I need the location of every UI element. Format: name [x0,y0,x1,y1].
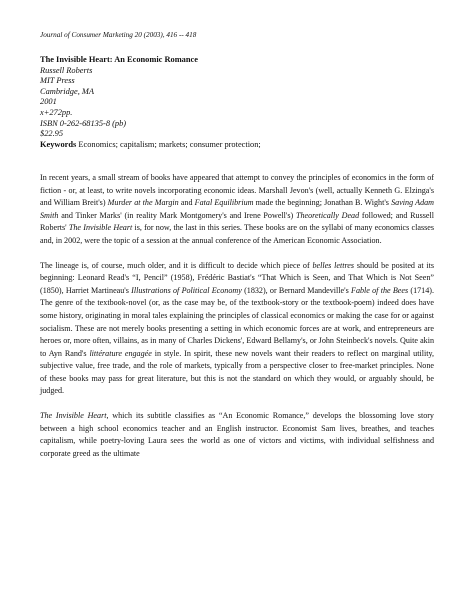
text-run: (1714). The genre of the textbook-novel (or, as the case may be, of the textbook-story or the textbook-poem) indeed does have some history, originating in moral tales explaining the principles of classical economics or making the case for or against socialism. These are not merely books presenting a setting in which economic forces are at work, and entrepreneurs are heroes or, more often, villains, as in many of Charles Dickens', Edward Bellamy's, or John Steinbeck's novels. Quite akin to Ayn Rand's [40,285,434,358]
review-body [40,172,434,473]
text-run: made the beginning; Jonathan B. Wight's [253,198,392,208]
keywords-line [40,140,440,151]
review-metadata-block [40,55,440,150]
book-author: Russell Roberts [40,65,93,75]
italic-title: Theoretically Dead [295,210,360,220]
book-isbn: ISBN 0-262-68135-8 (pb) [40,118,127,128]
keywords-label: Keywords [40,139,77,149]
italic-title: Saving Adam Smith [40,198,435,220]
text-run: The lineage is, of course, much older, and it is difficult to decide which piece of [40,260,313,270]
text-run: (1832), or Bernard Mandeville's [241,285,351,295]
text-run: is, for now, the last in this series. These books are on the syllabi of many economics classes and, in 2002, were the topic of a session at the annual conference of the American Economic Association. [40,223,434,245]
italic-title: Fable of the Bees [351,285,409,295]
paragraph-3 [40,410,434,460]
book-publisher: MIT Press [40,76,75,86]
italic-title: The Invisible Heart [68,223,133,233]
text-run: and Tinker Marks' (in reality Mark Montgomery's and Irene Powell's) [58,210,296,220]
text-run: and [178,198,195,208]
italic-title: Fatal Equilibrium [194,198,254,208]
journal-citation-header: Journal of Consumer Marketing 20 (2003), 416 -- 418 [40,31,197,39]
book-pages: x+272pp. [40,107,73,117]
italic-title: The Invisible Heart [40,411,107,421]
text-run: should be posited at its beginning: Leonard Read's “I, Pencil” (1958), Frédéric Bastiat's “That Which is Seen, and That Which is Not Seen” (1850), Harriet Martineau's [40,260,435,295]
book-year: 2001 [40,97,57,107]
italic-term: littérature engagée [89,348,152,358]
paragraph-2 [40,260,434,398]
text-run: followed; and Russell Roberts' [40,210,434,233]
book-title: The Invisible Heart: An Economic Romance [40,55,198,64]
keywords-text: Economics; capitalism; markets; consumer protection; [76,139,261,149]
text-run: In recent years, a small stream of books have appeared that attempt to convey the principles of economics in the form of fiction - or, at least, to write novels incorporating economic ideas. Marshall Jevon's (well, actually Kenneth G. Elzinga's and William Breit's) [40,173,434,208]
italic-title: belles lettres [312,260,355,270]
book-location: Cambridge, MA [40,86,94,96]
text-run: , which its subtitle classifies as “An Economic Romance,” develops the blossoming love story between a high school economics teacher and an English instructor. Economist Sam lives, breathes, and teaches capitalism, while poetry-loving Laura sees the world as one of victors and victims, with individual selfishness and corporate greed as the ultimate [40,411,434,458]
italic-title: Murder at the Margin [107,198,179,208]
book-price: $22.95 [40,129,64,139]
text-run: in style. In spirit, these new novels want their readers to reflect on marginal utility, subjective value, free trade, and the role of markets, typically from a perspective closer to free-market principles. None of these books may pass for great literature, but this is not the standard on which they would, or arguably should, be judged. [40,348,434,396]
italic-title: Illustrations of Political Economy [131,285,242,295]
paragraph-1 [40,172,434,247]
